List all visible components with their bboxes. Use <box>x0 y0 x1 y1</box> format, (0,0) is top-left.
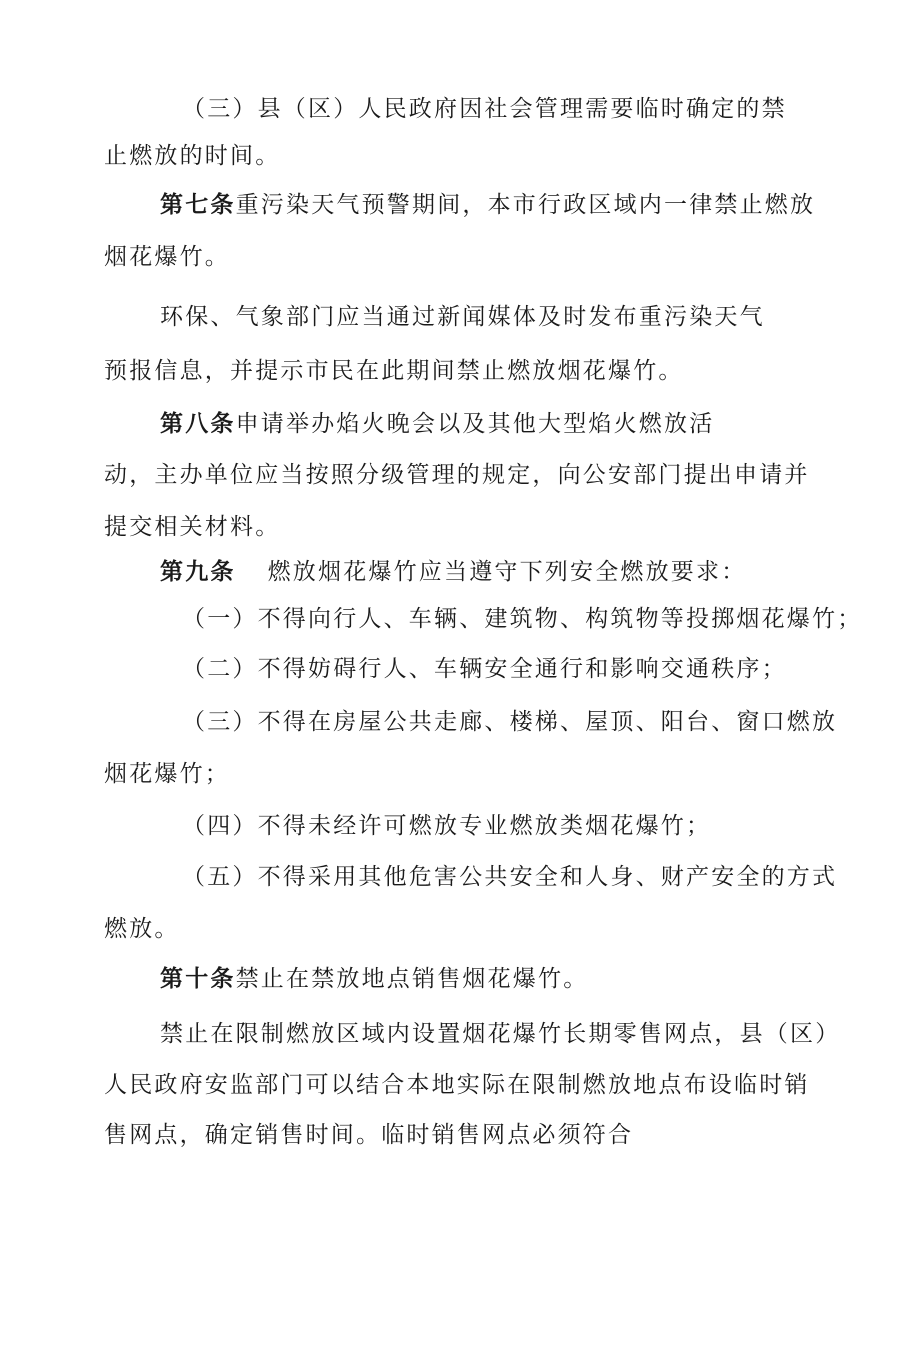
article-9-item-5-line-1: （五）不得采用其他危害公共安全和人身、财产安全的方式 <box>182 864 838 890</box>
article-10-para-2-line-1: 禁止在限制燃放区域内设置烟花爆竹长期零售网点，县（区） <box>160 1021 841 1047</box>
article-9-item-3-line-2: 烟花爆竹； <box>104 761 230 787</box>
clause-3-line-2: 止燃放的时间。 <box>104 143 281 169</box>
article-7-title: 第七条 <box>160 191 236 218</box>
article-9-line-1 <box>160 557 746 587</box>
article-7-line-1 <box>160 190 815 220</box>
article-8-line-2: 动，主办单位应当按照分级管理的规定，向公安部门提出申请并 <box>104 462 810 488</box>
article-9-item-2: （二）不得妨碍行人、车辆安全通行和影响交通秩序； <box>182 656 787 682</box>
article-8-text: 申请举办焰火晚会以及其他大型焰火燃放活 <box>235 411 715 437</box>
article-8-line-3: 提交相关材料。 <box>104 514 281 540</box>
article-9-text: 燃放烟花爆竹应当遵守下列安全燃放要求： <box>267 559 747 585</box>
article-8-line-1 <box>160 409 714 439</box>
article-9-item-4: （四）不得未经许可燃放专业燃放类烟花爆竹； <box>182 813 712 839</box>
article-7-para-2-line-2: 预报信息，并提示市民在此期间禁止燃放烟花爆竹。 <box>104 358 684 384</box>
article-10-text: 禁止在禁放地点销售烟花爆竹。 <box>235 966 589 992</box>
article-7-text: 重污染天气预警期间，本市行政区域内一律禁止燃放 <box>235 192 816 218</box>
article-7-line-2: 烟花爆竹。 <box>104 244 230 270</box>
article-9-item-5-line-2: 燃放。 <box>104 916 180 942</box>
article-7-para-2-line-1: 环保、气象部门应当通过新闻媒体及时发布重污染天气 <box>160 304 765 330</box>
article-10-title: 第十条 <box>160 965 236 992</box>
article-10-line-1 <box>160 964 588 994</box>
article-10-para-2-line-2: 人民政府安监部门可以结合本地实际在限制燃放地点布设临时销 <box>104 1072 810 1098</box>
article-9-title: 第九条 <box>160 558 236 585</box>
article-8-title: 第八条 <box>160 410 236 437</box>
clause-3-line-1: （三）县（区）人民政府因社会管理需要临时确定的禁 <box>182 96 787 122</box>
article-9-item-1: （一）不得向行人、车辆、建筑物、构筑物等投掷烟花爆竹； <box>182 606 863 632</box>
article-10-para-2-line-3: 售网点，确定销售时间。临时销售网点必须符合 <box>104 1122 634 1148</box>
article-9-item-3-line-1: （三）不得在房屋公共走廊、楼梯、屋顶、阳台、窗口燃放 <box>182 709 838 735</box>
